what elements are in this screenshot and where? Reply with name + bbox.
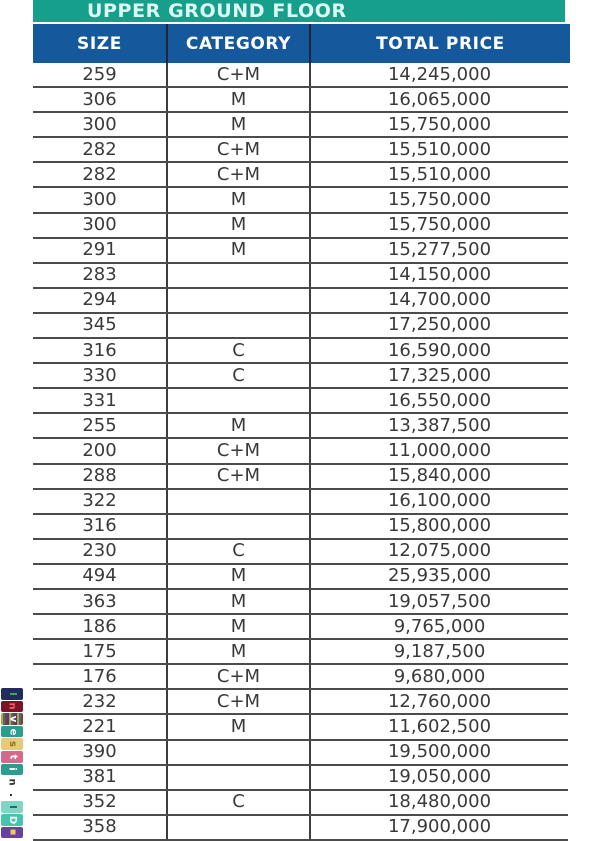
total-price-cell: 15,800,000 — [387, 515, 492, 537]
total-price-cell: 19,500,000 — [387, 741, 492, 763]
table-row — [33, 439, 568, 464]
table-header-row — [33, 24, 570, 63]
category-cell: C+M — [168, 63, 311, 86]
size-cell: 282 — [33, 138, 168, 161]
table-row — [33, 590, 568, 615]
category-cell: M — [168, 214, 311, 237]
size-cell: 358 — [33, 816, 168, 839]
size-cell: 363 — [33, 590, 168, 613]
total-price-cell: 9,680,000 — [393, 665, 486, 687]
watermark-letter: I — [1, 688, 23, 700]
size-cell: 176 — [33, 665, 168, 688]
watermark-letter: ▪ — [1, 827, 23, 839]
category-cell: M — [168, 715, 311, 738]
table-row — [33, 766, 568, 791]
total-price-cell: 14,150,000 — [387, 264, 492, 286]
table-row — [33, 113, 568, 138]
watermark-letter: n — [1, 701, 23, 713]
table-row — [33, 615, 568, 640]
total-price-cell: 17,900,000 — [387, 816, 492, 838]
size-cell: 294 — [33, 289, 168, 312]
size-cell: 300 — [33, 188, 168, 211]
watermark-letter: v — [1, 713, 23, 725]
table-row — [33, 188, 568, 213]
total-price-cell: 9,765,000 — [393, 615, 486, 637]
table-row — [33, 515, 568, 540]
category-cell: C+M — [168, 690, 311, 713]
size-cell: 291 — [33, 239, 168, 262]
category-cell: C — [168, 339, 311, 362]
table-row — [33, 640, 568, 665]
category-cell: M — [168, 615, 311, 638]
category-cell: C — [168, 364, 311, 387]
column-header-size: SIZE — [33, 24, 168, 63]
table-row — [33, 715, 568, 740]
size-cell: 255 — [33, 414, 168, 437]
category-cell — [168, 264, 311, 287]
total-price-cell: 15,510,000 — [387, 163, 492, 185]
size-cell: 345 — [33, 314, 168, 337]
category-cell: M — [168, 640, 311, 663]
category-cell — [168, 766, 311, 789]
total-price-cell: 19,050,000 — [387, 766, 492, 788]
total-price-cell: 13,387,500 — [387, 414, 492, 436]
category-cell: C+M — [168, 138, 311, 161]
category-cell: C+M — [168, 439, 311, 462]
size-cell: 316 — [33, 515, 168, 538]
category-cell: C+M — [168, 163, 311, 186]
watermark-letter: s — [1, 738, 23, 750]
price-table-body — [33, 63, 568, 841]
watermark-letter: D — [1, 814, 23, 826]
size-cell: 316 — [33, 339, 168, 362]
table-row — [33, 163, 568, 188]
category-cell: M — [168, 565, 311, 588]
table-row — [33, 791, 568, 816]
table-row — [33, 138, 568, 163]
floor-title-band — [33, 0, 565, 22]
size-cell: 494 — [33, 565, 168, 588]
category-cell — [168, 289, 311, 312]
size-cell: 330 — [33, 364, 168, 387]
size-cell: 283 — [33, 264, 168, 287]
watermark-letter: . — [7, 792, 18, 797]
total-price-cell: 15,840,000 — [387, 465, 492, 487]
floor-title: UPPER GROUND FLOOR — [87, 0, 347, 22]
size-cell: 322 — [33, 490, 168, 513]
table-row — [33, 239, 568, 264]
size-cell: 200 — [33, 439, 168, 462]
size-cell: 232 — [33, 690, 168, 713]
table-row — [33, 88, 568, 113]
category-cell — [168, 490, 311, 513]
category-cell — [168, 816, 311, 839]
table-row — [33, 314, 568, 339]
total-price-cell: 15,277,500 — [387, 239, 492, 261]
watermark-letter: t — [1, 751, 23, 763]
total-price-cell: 15,510,000 — [387, 138, 492, 160]
category-cell — [168, 389, 311, 412]
watermark-letter: e — [1, 726, 23, 738]
category-cell: M — [168, 239, 311, 262]
table-row — [33, 339, 568, 364]
category-cell: M — [168, 590, 311, 613]
table-row — [33, 565, 568, 590]
column-header-total-price: TOTAL PRICE — [376, 33, 505, 54]
size-cell: 352 — [33, 791, 168, 814]
size-cell: 300 — [33, 214, 168, 237]
table-row — [33, 540, 568, 565]
total-price-cell: 9,187,500 — [393, 640, 486, 662]
watermark-letter: n — [7, 778, 18, 786]
size-cell: 282 — [33, 163, 168, 186]
investin-watermark-logo — [1, 688, 26, 838]
total-price-cell: 16,100,000 — [387, 490, 492, 512]
table-row — [33, 264, 568, 289]
table-row — [33, 690, 568, 715]
total-price-cell: 12,760,000 — [387, 690, 492, 712]
category-cell: M — [168, 113, 311, 136]
total-price-cell: 15,750,000 — [387, 113, 492, 135]
table-row — [33, 63, 568, 88]
category-cell: C — [168, 791, 311, 814]
total-price-cell: 16,590,000 — [387, 339, 492, 361]
size-cell: 300 — [33, 113, 168, 136]
table-row — [33, 816, 568, 841]
category-cell: C+M — [168, 465, 311, 488]
category-cell: M — [168, 188, 311, 211]
total-price-cell: 14,700,000 — [387, 289, 492, 311]
table-row — [33, 465, 568, 490]
total-price-cell: 15,750,000 — [387, 189, 492, 211]
size-cell: 186 — [33, 615, 168, 638]
table-row — [33, 665, 568, 690]
total-price-cell: 16,065,000 — [387, 88, 492, 110]
total-price-cell: 16,550,000 — [387, 389, 492, 411]
total-price-cell: 14,245,000 — [387, 63, 492, 85]
watermark-letter: I — [1, 801, 23, 813]
size-cell: 230 — [33, 540, 168, 563]
total-price-cell: 19,057,500 — [387, 590, 492, 612]
table-row — [33, 414, 568, 439]
table-row — [33, 389, 568, 414]
total-price-cell: 25,935,000 — [387, 565, 492, 587]
table-row — [33, 214, 568, 239]
size-cell: 381 — [33, 766, 168, 789]
total-price-cell: 17,250,000 — [387, 314, 492, 336]
table-row — [33, 741, 568, 766]
total-price-cell: 12,075,000 — [387, 540, 492, 562]
size-cell: 306 — [33, 88, 168, 111]
table-row — [33, 289, 568, 314]
column-header-category: CATEGORY — [168, 24, 311, 63]
watermark-letter: i — [1, 764, 23, 776]
total-price-cell: 11,000,000 — [387, 439, 492, 461]
size-cell: 390 — [33, 741, 168, 764]
category-cell — [168, 741, 311, 764]
category-cell — [168, 515, 311, 538]
total-price-cell: 17,325,000 — [387, 364, 492, 386]
total-price-cell: 18,480,000 — [387, 791, 492, 813]
table-row — [33, 490, 568, 515]
total-price-cell: 11,602,500 — [387, 715, 492, 737]
category-cell — [168, 314, 311, 337]
category-cell: C — [168, 540, 311, 563]
size-cell: 331 — [33, 389, 168, 412]
size-cell: 221 — [33, 715, 168, 738]
table-row — [33, 364, 568, 389]
size-cell: 175 — [33, 640, 168, 663]
category-cell: M — [168, 414, 311, 437]
category-cell: M — [168, 88, 311, 111]
size-cell: 288 — [33, 465, 168, 488]
category-cell: C+M — [168, 665, 311, 688]
size-cell: 259 — [33, 63, 168, 86]
total-price-cell: 15,750,000 — [387, 214, 492, 236]
